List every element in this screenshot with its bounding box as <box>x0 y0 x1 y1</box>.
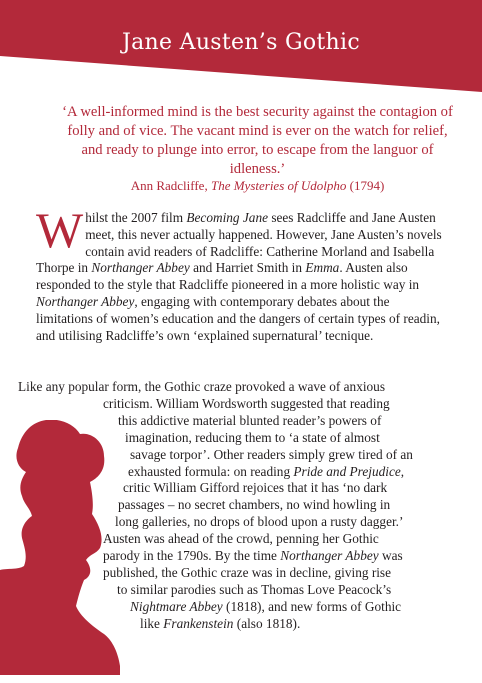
drop-cap: W <box>36 202 84 258</box>
para2-run: critic William Gifford rejoices that it has ‘no dark <box>123 480 388 496</box>
para1-run: Northanger Abbey <box>36 293 135 309</box>
para1-run: Northanger Abbey <box>91 260 190 276</box>
body-paragraph-1 <box>36 202 448 344</box>
para2-line <box>140 616 300 633</box>
header-banner <box>0 0 482 92</box>
para2-run: like <box>140 615 164 631</box>
para2-run: was <box>378 548 403 563</box>
quote-author: Ann Radcliffe, <box>130 178 208 193</box>
para1-run: sees Radcliffe and Jane Austen meet, this never actually happened. However, Jane Austen’s novels contain avid readers of Radcliffe: Catherine Morland and Isabella Thorpe in <box>36 210 442 276</box>
para2-line <box>103 548 403 565</box>
para2-line <box>18 379 385 396</box>
para2-line <box>103 396 390 413</box>
para2-run: (1818), and new forms of Gothic <box>222 598 402 614</box>
page-title: Jane Austen’s Gothic <box>122 30 360 55</box>
para2-run: Nightmare Abbey <box>130 598 223 614</box>
para2-run: Frankenstein <box>163 615 234 631</box>
para2-line <box>128 464 404 481</box>
para1-run: hilst the 2007 film <box>85 210 187 225</box>
para2-line <box>103 531 379 548</box>
para2-line <box>115 514 403 531</box>
para2-run: imagination, reducing them to ‘a state of almost <box>125 429 380 445</box>
para1-run: Emma <box>305 260 340 276</box>
para2-line <box>125 430 380 447</box>
para2-run: parody in the 1790s. By the time <box>103 548 281 563</box>
para2-line <box>130 599 401 616</box>
para1-run: Becoming Jane <box>186 210 268 225</box>
para2-run: published, the Gothic craze was in decline, giving rise <box>103 564 392 580</box>
para2-run: to similar parodies such as Thomas Love Peacock’s <box>117 581 392 597</box>
para2-line <box>130 447 413 464</box>
para2-run: Northanger Abbey <box>280 548 379 563</box>
quote-attribution <box>60 177 455 194</box>
para2-run: savage torpor’. Other readers simply grew tired of an <box>130 446 413 462</box>
quote-year: (1794) <box>349 178 385 193</box>
para2-line <box>103 565 391 582</box>
para2-run: Austen was ahead of the crowd, penning her Gothic <box>103 531 379 547</box>
para2-run: Like any popular form, the Gothic craze provoked a wave of anxious <box>18 379 386 394</box>
para2-run: , <box>400 463 405 479</box>
para1-run: and Harriet Smith in <box>189 260 306 276</box>
epigraph-quote: ‘A well-informed mind is the best security against the contagion of folly and of vice. The vacant mind is ever on the watch for relief, and ready to plunge into error, to escape from the languor of idleness.’ <box>62 104 453 177</box>
para2-line <box>117 582 391 599</box>
para2-line <box>123 480 387 497</box>
para2-line <box>118 413 381 430</box>
para2-line <box>118 497 390 514</box>
para2-run: (also 1818). <box>233 615 301 631</box>
para2-run: long galleries, no drops of blood upon a rusty dagger.’ <box>115 514 404 530</box>
para1-run: . Austen also responded to the style that Radcliffe pioneered in a more holistic way in <box>36 260 420 293</box>
para2-run: this addictive material blunted reader’s powers of <box>118 412 382 428</box>
para2-run: criticism. William Wordsworth suggested that reading <box>103 395 390 411</box>
para2-run: Pride and Prejudice <box>293 463 401 479</box>
para2-run: exhausted formula: on reading <box>128 463 294 479</box>
para1-run: , engaging with contemporary debates about the limitations of women’s education and the dangers of certain types of readin, and utilising Radcliffe’s own ‘explained supernatural’ tecnique. <box>36 293 440 343</box>
quote-work: The Mysteries of Udolpho <box>210 178 347 193</box>
para2-run: passages – no secret chambers, no wind howling in <box>118 497 391 513</box>
